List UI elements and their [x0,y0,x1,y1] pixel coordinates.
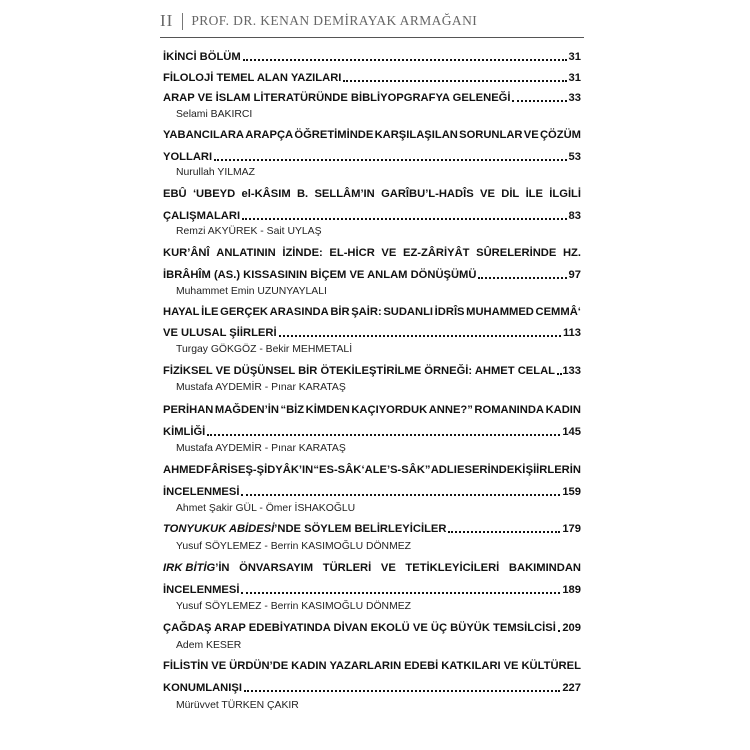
running-head [160,10,590,32]
title-word: ESERİNDEKİ [457,464,526,476]
toc-entry[interactable] [163,207,581,223]
toc-entry[interactable] [163,266,581,282]
dot-leader [241,492,560,496]
title-word: FÂRİS [204,464,238,476]
title-word: İZİNDE: [282,247,323,259]
toc-entry[interactable] [163,324,581,340]
toc-entry[interactable] [163,520,581,536]
toc-title: KONUMLANIŞI [163,682,242,694]
title-word: İDRÎS [434,306,465,318]
toc-author: Nurullah YILMAZ [176,167,255,178]
dot-leader [448,529,560,533]
title-word: SELLÂM’IN [314,188,375,200]
title-word: ARASINDA [269,306,329,318]
toc-page: 159 [562,486,581,498]
title-suffix: ’İN [215,562,230,574]
toc-author: Adem KESER [176,640,242,651]
title-word: EDEBİ [404,660,439,672]
toc-author: Yusuf SÖYLEMEZ - Berrin KASIMOĞLU DÖNMEZ [176,541,411,552]
title-word: ÖĞRETİMİNDE [294,129,374,141]
title-word: YABANCILARA [163,129,245,141]
title-word: ANNE?” [428,404,473,416]
title-word: VE [503,660,519,672]
title-word: GARÎBU’L-HADÎS [381,188,474,200]
title-word: VE [381,247,397,259]
title-word: SUDANLI [383,306,434,318]
toc-title: FİLOLOJİ TEMEL ALAN YAZILARI [163,72,342,84]
title-word: GERÇEK [220,306,269,318]
title-word: VE [380,562,396,574]
toc-author: Selami BAKIRCI [176,109,253,120]
toc-entry-title-line[interactable] [163,303,581,319]
title-word: B. [296,188,309,200]
title-word: ŞİİRLERİN [525,464,581,476]
toc-author: Muhammet Emin UZUNYAYLALI [176,286,327,297]
toc-title: ÇALIŞMALARI [163,210,241,222]
title-word: SORUNLAR [459,129,523,141]
dot-leader [558,628,560,632]
title-word: AHMED [163,464,205,476]
dot-leader [244,688,560,692]
toc-entry[interactable] [163,423,581,439]
title-word: MUHAMMED [466,306,534,318]
header-rule [160,37,584,38]
title-word: ÇÖZÜM [539,129,581,141]
toc-entry[interactable] [163,89,581,105]
title-word: SÛRELERİNDE [476,247,557,259]
dot-leader [478,275,566,279]
toc-page: 33 [568,92,581,104]
title-word: İLGİLİ [549,188,581,200]
page-number: II [160,11,174,30]
toc-page: 97 [568,269,581,281]
title-word: BAKIMINDAN [508,562,581,574]
toc-entry-title-line[interactable] [163,559,581,575]
title-word [163,561,230,575]
dot-leader [243,57,567,61]
toc-entry[interactable] [163,483,581,499]
toc-entry-section[interactable] [163,48,581,64]
toc-entry-title-line[interactable] [163,244,581,260]
toc-title: VE ULUSAL ŞİİRLERİ [163,327,277,339]
title-word: CEMMÂ‘ [535,306,581,318]
toc-entry-title-line[interactable] [163,126,581,142]
toc-title: KİMLİĞİ [163,426,206,438]
toc-entry-title-line[interactable] [163,461,581,477]
toc-title: İKİNCİ BÖLÜM [163,51,241,63]
dot-leader [279,333,561,337]
toc-page: 113 [562,327,581,339]
title-word: KÜLTÜREL [521,660,581,672]
dot-leader [343,78,566,82]
toc-title: İNCELENMESİ [163,486,240,498]
toc-page: 31 [568,51,581,63]
toc-title: İNCELENMESİ [163,584,240,596]
toc-entry[interactable] [163,148,581,164]
title-word: VE [523,129,539,141]
dot-leader [557,371,560,375]
title-word: VE [479,188,495,200]
title-word: FİLİSTİN [163,660,209,672]
title-word: ÖNVARSAYIM [239,562,314,574]
title-word: “BİZ [280,404,305,416]
toc-title-italic: TONYUKUK ABİDESİ [163,523,275,535]
toc-page: 179 [562,523,581,535]
title-word: ‘ALE’S-SÂK” [361,464,431,476]
toc-author: Mürüvvet TÜRKEN ÇAKIR [176,700,299,711]
toc-page: 83 [568,210,581,222]
toc-title: İBRÂHÎM (AS.) KISSASININ BİÇEM VE ANLAM DÖNÜŞÜMÜ [163,269,477,281]
toc-page: 209 [562,622,581,634]
dot-leader [241,590,560,594]
title-word: KATKILARI [441,660,501,672]
title-word: EŞ-ŞİDYÂK’IN [238,464,314,476]
toc-author: Mustafa AYDEMİR - Pınar KARATAŞ [176,443,346,454]
dot-leader [242,216,566,220]
title-word: ŞAİR: [351,306,382,318]
toc-entry-title-line[interactable] [163,185,581,201]
toc-title: FİZİKSEL VE DÜŞÜNSEL BİR ÖTEKİLEŞTİRİLME ÖRNEĞİ: AHMET CELAL [163,365,555,377]
title-word: KİMDEN [305,404,350,416]
toc-page: 133 [562,365,581,377]
toc-title: ARAP VE İSLAM LİTERATÜRÜNDE BİBLİYOPGRAFYA GELENEĞİ [163,92,511,104]
title-word: EBÛ [163,188,187,200]
title-word: BİR [330,306,350,318]
title-word: KADIN [291,660,327,672]
title-word: “ES-SÂK [313,464,362,476]
toc-page: 189 [562,584,581,596]
toc-entry[interactable] [163,679,581,695]
toc-page: 31 [568,72,581,84]
title-word: KAÇIYORDUK [351,404,428,416]
toc-author: Ahmet Şakir GÜL - Ömer İSHAKOĞLU [176,503,356,514]
dot-leader [214,157,566,161]
toc-author: Yusuf SÖYLEMEZ - Berrin KASIMOĞLU DÖNMEZ [176,601,411,612]
running-title: PROF. DR. KENAN DEMİRAYAK ARMAĞANI [191,13,478,28]
title-word: İLE [201,306,219,318]
toc-entry-title-line[interactable] [163,401,581,417]
title-word: YAZARLARIN [329,660,402,672]
toc-title: ÇAĞDAŞ ARAP EDEBİYATINDA DİVAN EKOLÜ VE ÜÇ BÜYÜK TEMSİLCİSİ [163,622,556,634]
dot-leader [207,432,560,436]
title-word: HZ. [562,247,581,259]
toc-title: YOLLARI [163,151,213,163]
toc-page: 53 [568,151,581,163]
toc-author: Turgay GÖKGÖZ - Bekir MEHMETALİ [176,344,353,355]
title-word: HAYAL [163,306,200,318]
title-word: ANLATININ [216,247,276,259]
title-word: İLE [525,188,543,200]
title-word: EL-HİCR [329,247,375,259]
title-italic: IRK BİTİG [163,562,216,574]
title-word: ÜRDÜN’DE [229,660,289,672]
title-word: KARŞILAŞILAN [374,129,458,141]
toc-entry-field[interactable] [163,69,581,85]
title-word: PERİHAN [163,404,214,416]
toc-author: Mustafa AYDEMİR - Pınar KARATAŞ [176,382,346,393]
title-word: VE [211,660,227,672]
title-word: ROMANINDA [474,404,545,416]
title-word: ARAPÇA [245,129,294,141]
toc-page: 145 [562,426,581,438]
title-word: KUR’ÂNÎ [163,247,210,259]
header-separator [182,13,183,30]
title-word: el-KÂSIM [241,188,291,200]
title-word: EZ-ZÂRİYÂT [403,247,470,259]
title-word: KADIN [545,404,581,416]
title-word: MAĞDEN’İN [214,404,279,416]
toc-page: 227 [562,682,581,694]
dot-leader [512,98,566,102]
title-word: ‘UBEYD [192,188,236,200]
toc-title: ’NDE SÖYLEM BELİRLEYİCİLER [274,523,447,535]
toc-author: Remzi AKYÜREK - Sait UYLAŞ [176,226,322,237]
toc-entry[interactable] [163,581,581,597]
title-word: DİL [501,188,520,200]
toc-entry[interactable] [163,619,581,635]
toc-entry-title-line[interactable] [163,657,581,673]
title-word: TETİKLEYİCİLERİ [405,562,500,574]
toc-entry[interactable] [163,362,581,378]
title-word: ADLI [430,464,457,476]
title-word: TÜRLERİ [322,562,372,574]
